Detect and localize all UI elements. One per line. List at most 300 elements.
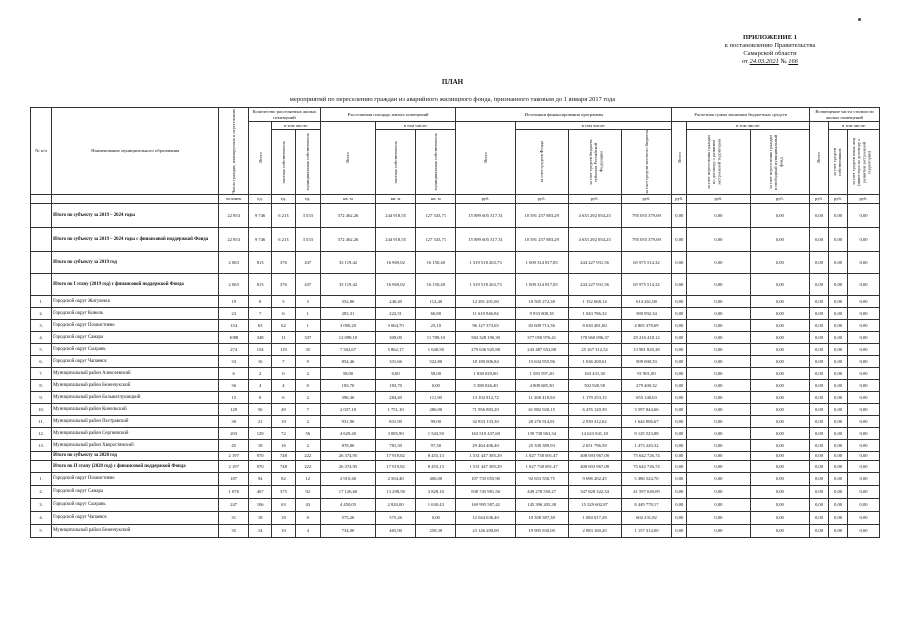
row-value: 0,00 (809, 460, 828, 472)
table-row (31, 472, 880, 485)
row-value: 408 693 967,08 (568, 451, 621, 460)
table-row (31, 485, 880, 498)
row-value: 1 630,43 (416, 498, 456, 511)
row-value: 0,00 (750, 307, 809, 319)
row-value: 0,00 (829, 319, 848, 331)
row-value: 10 591 257 883,29 (515, 227, 568, 251)
date-prefix: от (741, 58, 748, 65)
row-value: 0,00 (809, 319, 828, 331)
row-name: Городской округ Чапаевск (52, 511, 219, 524)
row-value: 12 044 636,40 (456, 511, 515, 524)
row-value: 0,00 (750, 460, 809, 472)
row-value: 0,00 (809, 295, 828, 307)
row-value: 0,00 (829, 511, 848, 524)
row-value: 15 889 605 317,31 (456, 203, 515, 227)
row-value: 0,00 (750, 524, 809, 537)
row-name: Городской округ Самара (52, 485, 219, 498)
col-area-total: Всего (320, 122, 375, 195)
row-value: 6 213 (272, 227, 295, 251)
row-number: 8. (31, 379, 52, 391)
row-value: 1 152 668,14 (568, 295, 621, 307)
row-value: 2 (295, 439, 320, 451)
row-value: 7 (272, 355, 295, 367)
row-value: 17 126,60 (320, 485, 375, 498)
row-value: 2 (295, 415, 320, 427)
row-value: 16 (249, 355, 272, 367)
col-fin-incl: в том числе: (515, 122, 672, 130)
row-value: 6 (219, 367, 249, 379)
row-value: 970 (249, 451, 272, 460)
row-value: 655 140,63 (621, 391, 672, 403)
row-value: 813 (249, 273, 272, 295)
unit-cell: руб. (809, 194, 828, 203)
row-value: 0,00 (687, 251, 751, 273)
unit-cell: кв. м (416, 194, 456, 203)
row-value: 781,50 (376, 439, 416, 451)
row-value: 8 125 523,88 (621, 427, 672, 439)
row-number (31, 451, 52, 460)
row-value: 0,00 (687, 331, 751, 343)
col-people: Число граждан, планируемых к переселению (219, 108, 249, 195)
units-row (31, 194, 880, 203)
row-value: 10 505 272,38 (515, 295, 568, 307)
unit-cell: кв. м (320, 194, 375, 203)
col-area-municipal: муниципальная собственность (416, 130, 456, 195)
unit-empty (31, 194, 52, 203)
row-value: 396,30 (320, 391, 375, 403)
table-body (31, 203, 880, 537)
row-value: 352,80 (320, 295, 375, 307)
row-value: 0,00 (750, 472, 809, 485)
row-value: 3 533 (295, 203, 320, 227)
row-value: 28 276 914,81 (515, 415, 568, 427)
row-value: 12 098,10 (320, 331, 375, 343)
row-value: 372 462,26 (320, 203, 375, 227)
table-row (31, 439, 880, 451)
row-value: 0,00 (848, 439, 880, 451)
row-value: 10 358 387,30 (515, 511, 568, 524)
row-value: 4 633 292 054,23 (568, 227, 621, 251)
row-value: 2 651 796,58 (568, 439, 621, 451)
row-number: 6. (31, 355, 52, 367)
row-value: 0,00 (750, 415, 809, 427)
row-value: 0,00 (848, 307, 880, 319)
row-value: 13 102 812,72 (456, 391, 515, 403)
row-value: 0,00 (809, 391, 828, 403)
row-value: 286,00 (416, 403, 456, 415)
row-name: Итого по субъекту за 2020 год (52, 451, 219, 460)
col-rooms-private: частная собственность (272, 130, 295, 195)
row-value: 56 (295, 427, 320, 439)
row-value: 0,00 (848, 451, 880, 460)
col-reimb-1: за счет средств собственников (829, 130, 848, 195)
plan-subtitle: мероприятий по переселению граждан из аварийного жилищного фонда, признанного таковым до 1 января 2017 года (289, 96, 616, 103)
row-value: 522,80 (416, 355, 456, 367)
row-name: Городской округ Похвистнево (52, 472, 219, 485)
row-number (31, 273, 52, 295)
row-number: 4. (31, 511, 52, 524)
row-value: 337 (295, 331, 320, 343)
row-value: 0,00 (829, 391, 848, 403)
row-value: 0,00 (848, 379, 880, 391)
row-value: 0,00 (809, 307, 828, 319)
row-value: 0,00 (672, 379, 687, 391)
row-value: 0,00 (687, 391, 751, 403)
row-value: 0,00 (687, 319, 751, 331)
row-value: 0,00 (848, 427, 880, 439)
row-value: 97,30 (416, 439, 456, 451)
row-value: 0,00 (750, 427, 809, 439)
row-value: 5 (272, 295, 295, 307)
row-value: 878,80 (320, 439, 375, 451)
row-value: 0,00 (829, 295, 848, 307)
table-row (31, 295, 880, 307)
unit-cell: ед. (272, 194, 295, 203)
row-value: 0,00 (829, 524, 848, 537)
row-value: 33 (219, 355, 249, 367)
row-name: Муниципальный район Безенчукский (52, 379, 219, 391)
row-value: 240,40 (376, 295, 416, 307)
col-reimb-2: за счет средств иных лиц (инвестора по договору о развитии застроенной территории) (848, 130, 880, 195)
row-value: 5 862,17 (376, 343, 416, 355)
row-value: 575,26 (320, 511, 375, 524)
row-value: 909 000,33 (621, 355, 672, 367)
row-value: 0,00 (750, 403, 809, 415)
row-value: 32 833 133,30 (456, 415, 515, 427)
row-value: 377 050 976,41 (515, 331, 568, 343)
row-value: 437 (295, 251, 320, 273)
row-value: 0,00 (809, 427, 828, 439)
row-value: 0,00 (750, 273, 809, 295)
row-value: 1 (295, 307, 320, 319)
row-value: 96 127 373,65 (456, 319, 515, 331)
row-name: Муниципальный район Пестравский (52, 415, 219, 427)
appendix-title: ПРИЛОЖЕНИЕ 1 (743, 34, 797, 41)
row-value: 1 027 738 691,47 (515, 451, 568, 460)
row-value: 14 (249, 524, 272, 537)
row-value: 2 197 (219, 451, 249, 460)
row-name: Городской округ Сызрань (52, 498, 219, 511)
row-value: 15 889 605 317,31 (456, 227, 515, 251)
row-value: 467 (249, 485, 272, 498)
row-value: 0,00 (750, 251, 809, 273)
row-value: 2 037,10 (320, 403, 375, 415)
row-value: 748 (272, 451, 295, 460)
row-value: 970 (249, 460, 272, 472)
row-value: 347 828 322,34 (568, 485, 621, 498)
unit-cell: руб. (568, 194, 621, 203)
row-value: 0,00 (687, 460, 751, 472)
unit-cell: руб. (515, 194, 568, 203)
row-value: 0,00 (829, 485, 848, 498)
row-value: 1 009 314 817,85 (515, 273, 568, 295)
row-value: 0,00 (687, 367, 751, 379)
row-value: 65 975 514,32 (621, 251, 672, 273)
total-row (31, 203, 880, 227)
row-value: 0,00 (848, 227, 880, 251)
row-value: 4 450,05 (320, 498, 375, 511)
row-value: 931,90 (320, 415, 375, 427)
row-value: 584 328 190,30 (456, 331, 515, 343)
row-value: 17 919,82 (376, 460, 416, 472)
row-value: 0,00 (809, 227, 828, 251)
row-value: 19 (219, 295, 249, 307)
row-value: 2 504,40 (376, 472, 416, 485)
row-value: 0,00 (829, 331, 848, 343)
row-value: 0,00 (809, 485, 828, 498)
row-value: 0,00 (672, 391, 687, 403)
col-rooms-area: Расселяемая площадь жилых помещений (320, 108, 455, 122)
row-value: 6 476 120,39 (568, 403, 621, 415)
col-rooms-total: Всего (249, 122, 272, 195)
col-fin-total: Всего (456, 122, 515, 195)
row-value: 1 076 (219, 485, 249, 498)
row-value: 0,00 (672, 451, 687, 460)
row-value: 30 (219, 415, 249, 427)
row-value: 2 939 312,02 (568, 415, 621, 427)
row-value: 0,00 (829, 472, 848, 485)
row-value: 0,00 (829, 439, 848, 451)
row-name: Муниципальный район Кинельский (52, 403, 219, 415)
row-name: Итого по II этапу (2020 год) с финансовой поддержкой Фонда (52, 460, 219, 472)
row-value: 449 278 550,27 (515, 485, 568, 498)
col-rooms-municipal: муниципальная собственность (295, 130, 320, 195)
row-value: 2 (295, 391, 320, 403)
row-value: 62 (272, 319, 295, 331)
row-value: 0,00 (809, 524, 828, 537)
row-value: 0,00 (750, 379, 809, 391)
row-number: 9. (31, 391, 52, 403)
row-value: 244 227 931,56 (568, 251, 621, 273)
row-value: 0,00 (848, 415, 880, 427)
row-value: 831,90 (376, 415, 416, 427)
table-row (31, 511, 880, 524)
table-row (31, 391, 880, 403)
row-value: 0,00 (376, 367, 416, 379)
row-value: 2 063 (219, 251, 249, 273)
row-value: 0,00 (848, 460, 880, 472)
row-value: 0,00 (848, 343, 880, 355)
col-reimb-incl: в том числе: (829, 122, 880, 130)
row-value: 0,00 (687, 403, 751, 415)
row-value: 129 (219, 403, 249, 415)
row-value: 187 (219, 472, 249, 485)
row-value: 0,00 (687, 273, 751, 295)
row-value: 23 146 200,00 (456, 524, 515, 537)
row-value: 222 (295, 451, 320, 460)
row-value: 0,00 (672, 331, 687, 343)
row-value: 0,00 (829, 355, 848, 367)
row-value: 18 (272, 511, 295, 524)
unit-cell: руб. (621, 194, 672, 203)
row-value: 6 (272, 307, 295, 319)
col-reimbursement: Возмещение части стоимости жилых помещений (809, 108, 879, 122)
unit-cell: руб. (750, 194, 809, 203)
row-value: 8 (249, 391, 272, 403)
row-value: 127 543,71 (416, 227, 456, 251)
row-value: 10 (272, 524, 295, 537)
row-value: 0,00 (809, 355, 828, 367)
row-value: 854,46 (320, 355, 375, 367)
col-econ-total: Всего (672, 122, 687, 195)
row-value: 23 (219, 307, 249, 319)
row-value: 19 905 830,00 (515, 524, 568, 537)
row-value: 7 (295, 403, 320, 415)
row-value: 0,00 (809, 203, 828, 227)
row-number (31, 203, 52, 227)
row-number: 5. (31, 524, 52, 537)
row-value: 0,00 (848, 498, 880, 511)
row-value: 795 055 379,69 (621, 203, 672, 227)
row-value: 2 910,40 (320, 472, 375, 485)
row-value: 0,00 (750, 355, 809, 367)
row-value: 1 636 200,61 (568, 355, 621, 367)
total-row (31, 251, 880, 273)
row-value: 748 (272, 460, 295, 472)
row-number: 2. (31, 307, 52, 319)
row-value: 0,00 (687, 307, 751, 319)
row-value: 813 (249, 251, 272, 273)
row-value: 22 853 (219, 203, 249, 227)
doc-date: 24.03.2021 (749, 58, 779, 65)
row-value: 3 533 (295, 227, 320, 251)
row-value: 0,00 (672, 343, 687, 355)
row-name: Муниципальный район Большеглушицкий (52, 391, 219, 403)
row-value: 169 995 587,42 (456, 498, 515, 511)
row-value: 3 828,10 (416, 485, 456, 498)
total-row (31, 227, 880, 251)
row-value: 0,00 (848, 331, 880, 343)
row-value: 15 (219, 391, 249, 403)
row-value: 0,00 (672, 251, 687, 273)
row-value: 8 455,13 (416, 460, 456, 472)
row-value: 0,00 (848, 485, 880, 498)
row-value: 17 919,82 (376, 451, 416, 460)
appendix-block (680, 34, 860, 66)
unit-cell: ед. (295, 194, 320, 203)
table-row (31, 319, 880, 331)
row-value: 331,66 (376, 355, 416, 367)
row-value: 178 060 096,37 (568, 331, 621, 343)
row-value: 33 119,42 (320, 273, 375, 295)
row-name: Итого по субъекту за 2019 год (52, 251, 219, 273)
col-finance: Источники финансирования программы (456, 108, 672, 122)
row-value: 21 (249, 415, 272, 427)
row-value: 8 630 481,60 (568, 319, 621, 331)
row-value: 36 (219, 379, 249, 391)
total-row (31, 273, 880, 295)
row-value: 1 043 786,32 (568, 307, 621, 319)
row-value: 0,00 (672, 203, 687, 227)
row-value: 129 (249, 427, 272, 439)
row-value: 58,00 (416, 367, 456, 379)
row-value: 11 (272, 331, 295, 343)
row-value: 0,00 (672, 227, 687, 251)
row-value: 0,00 (829, 251, 848, 273)
unit-cell: ед. (249, 194, 272, 203)
row-value: 734,00 (320, 524, 375, 537)
row-value: 8 (249, 295, 272, 307)
row-name: Муниципальный район Алексеевский (52, 367, 219, 379)
row-name: Городской округ Похвистнево (52, 319, 219, 331)
row-value: 43 (295, 498, 320, 511)
row-value: 12 281 201,60 (456, 295, 515, 307)
row-value: 163 431,30 (568, 367, 621, 379)
row-value: 2 820,00 (376, 498, 416, 511)
row-value: 1 027 738 691,47 (515, 460, 568, 472)
row-value: 375 (272, 485, 295, 498)
row-number: 7. (31, 367, 52, 379)
row-value: 9 933 008,18 (515, 307, 568, 319)
appendix-line1: к постановлению Правительства (724, 42, 816, 49)
row-value: 163 510 437,60 (456, 427, 515, 439)
row-value: 0,00 (687, 355, 751, 367)
row-value: 3 (295, 295, 320, 307)
row-value: 0 (272, 367, 295, 379)
row-value: 11 268 418,94 (515, 391, 568, 403)
row-value: 0,00 (687, 295, 751, 307)
row-value: 0,00 (672, 295, 687, 307)
row-value: 1 543,50 (416, 427, 456, 439)
row-value: 9 746 (249, 203, 272, 227)
row-value: 0,00 (672, 319, 687, 331)
table-row (31, 343, 880, 355)
row-value: 25,10 (416, 319, 456, 331)
col-econ-incl: в том числе: (687, 122, 810, 130)
row-value: 4 (295, 524, 320, 537)
row-number: 11. (31, 415, 52, 427)
row-value: 6 213 (272, 203, 295, 227)
row-value: 13 981 845,28 (621, 343, 672, 355)
row-value: 0,00 (687, 415, 751, 427)
row-number: 4. (31, 331, 52, 343)
row-value: 2 083 160,20 (568, 524, 621, 537)
row-value: 139 738 963,34 (515, 427, 568, 439)
row-value: 0,00 (809, 367, 828, 379)
row-value: 71 956 883,20 (456, 403, 515, 415)
unit-cell: руб. (672, 194, 687, 203)
row-value: 0,00 (829, 343, 848, 355)
scan-speck (858, 18, 861, 21)
row-value: 1 640,50 (416, 343, 456, 355)
row-value: 0 (295, 379, 320, 391)
table-row (31, 403, 880, 415)
row-value: 0,00 (750, 319, 809, 331)
row-value: 60,80 (416, 307, 456, 319)
table-row (31, 524, 880, 537)
row-value: 0,00 (848, 319, 880, 331)
row-value: 0,00 (750, 227, 809, 251)
col-econ-2: за счет переселения граждан в свободный муниципальный фонд (750, 130, 809, 195)
unit-cell: руб. (456, 194, 515, 203)
row-value: 14 623 941,18 (568, 427, 621, 439)
row-name: Итого по субъекту за 2019 – 2024 годы (52, 203, 219, 227)
row-value: 107 735 055,90 (456, 472, 515, 485)
table-row (31, 427, 880, 439)
row-value: 247 (219, 498, 249, 511)
row-value: 82 609 713,36 (515, 319, 568, 331)
row-value: 1 084 017,28 (568, 511, 621, 524)
row-value: 18 180 006,84 (456, 355, 515, 367)
row-value: 1 531 447 385,29 (456, 460, 515, 472)
row-value: 348 (249, 331, 272, 343)
plan-table (30, 107, 880, 538)
doc-number: 166 (788, 58, 799, 65)
row-value: 0,00 (750, 451, 809, 460)
row-value: 0,00 (750, 511, 809, 524)
row-value: 376 (272, 273, 295, 295)
num-prefix: № (780, 58, 787, 65)
